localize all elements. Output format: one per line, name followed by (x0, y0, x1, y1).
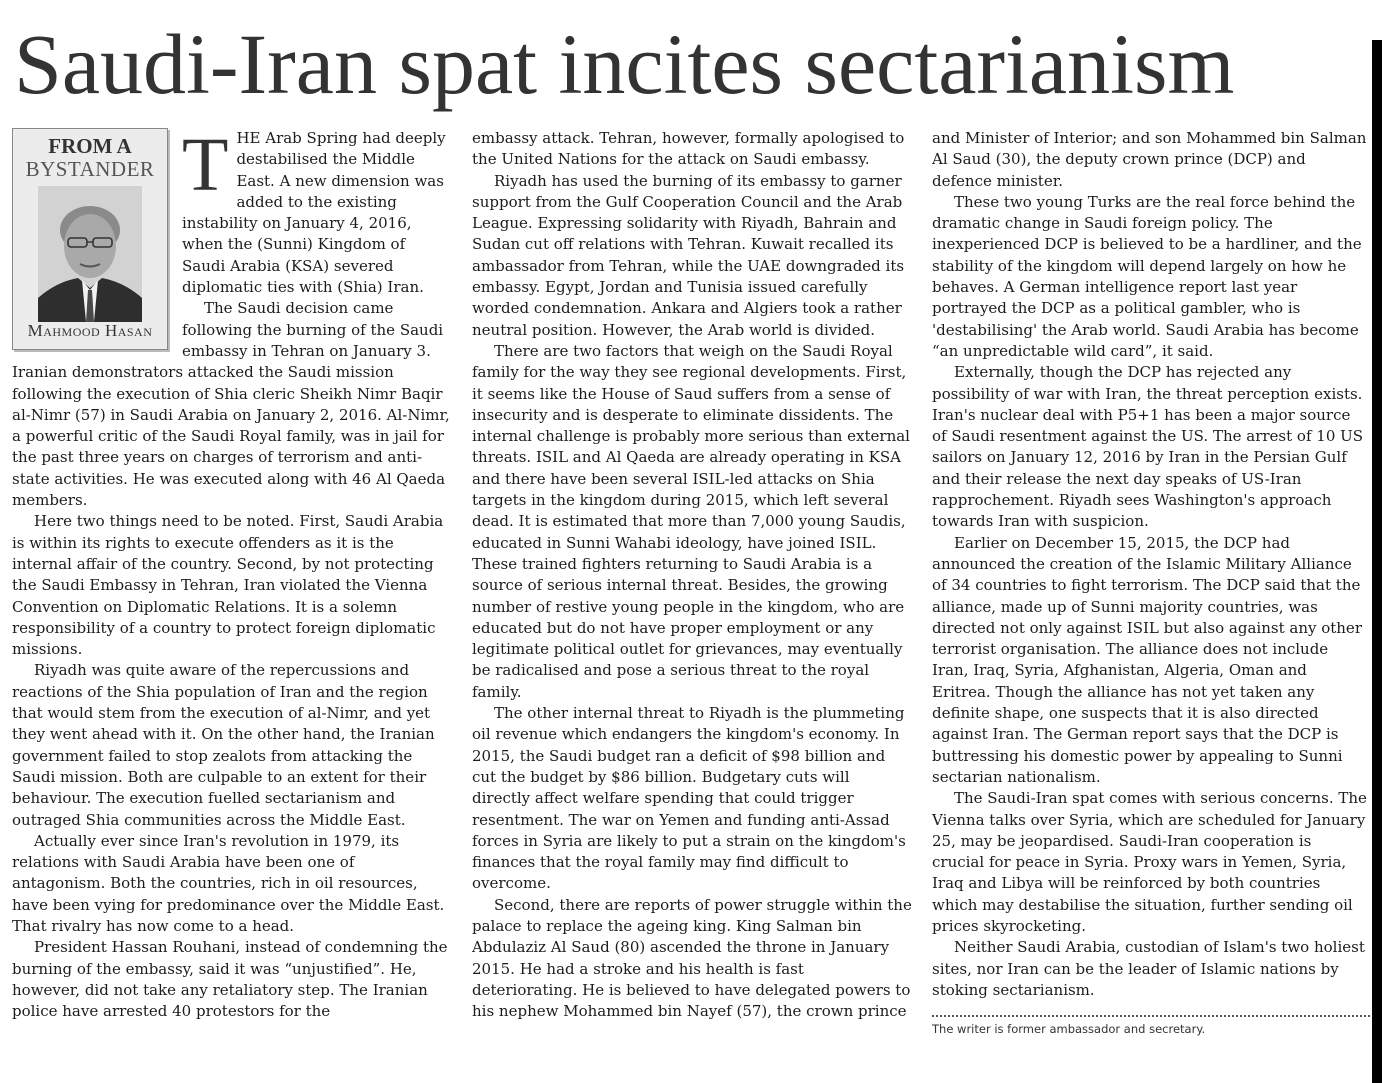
paragraph: HE Arab Spring had deeply destabilised the Middle East. A new dimension was added to the existing instability on January 4, 2016, when the (Sunni) Kingdom of Saudi Arabia (KSA) severed diplomatic ties with (Shia) Iran. (182, 129, 446, 297)
paragraph: The other internal threat to Riyadh is the plummeting oil revenue which endangers the kingdom's economy. In 2015, the Saudi budget ran a deficit of $98 billion and cut the budget by $86 billion. Budgetary cuts will directly affect welfare spending that could trigger resentment. The war on Yemen and funding anti-Assad forces in Syria are likely to put a strain on the kingdom's finances that the royal family may find difficult to overcome. (472, 704, 906, 893)
author-portrait (38, 186, 142, 322)
paragraph: embassy attack. Tehran, however, formally apologised to the United Nations for the attack on Saudi embassy. (472, 129, 905, 169)
paragraph: Earlier on December 15, 2015, the DCP had announced the creation of the Islamic Military Alliance of 34 countries to fight terrorism. The DCP said that the alliance, made up of Sunni majority countries, was directed not only against ISIL but also against any other terrorist organisation. The alliance does not include Iran, Iraq, Syria, Afghanistan, Algeria, Oman and Eritrea. Though the alliance has not yet taken any definite shape, one suspects that it is also directed against Iran. The German report says that the DCP is buttressing his domestic power by appealing to Sunni sectarian nationalism. (932, 533, 1362, 786)
paragraph: Riyadh has used the burning of its embassy to garner support from the Gulf Cooperation Council and the Arab League. Expressing solidarity with Riyadh, Bahrain and Sudan cut off relations with Tehran. Kuwait recalled its ambassador from Tehran, while the UAE downgraded its embassy. Egypt, Jordan and Tunisia issued carefully worded condemnation. Ankara and Algiers took a rather neutral position. However, the Arab world is divided. (472, 171, 905, 339)
paragraph: Riyadh was quite aware of the repercussions and reactions of the Shia population of Iran and the region that would stem from the execution of al-Nimr, and yet they went ahead with it. On the other hand, the Iranian government failed to stop zealots from attacking the Saudi mission. Both are culpable to an extent for their behaviour. The execution fuelled sectarianism and outraged Shia communities across the Middle East. (12, 661, 435, 829)
column-label-line1: FROM A (48, 134, 132, 158)
dotted-rule (932, 1015, 1370, 1017)
headline: Saudi-Iran spat incites sectarianism (14, 16, 1235, 112)
column-label (13, 135, 167, 181)
writer-footnote: The writer is former ambassador and secretary. (932, 1022, 1206, 1036)
paragraph: Externally, though the DCP has rejected any possibility of war with Iran, the threat perception exists. Iran's nuclear deal with P5+1 has been a major source of Saudi resentment against the US. The arrest of 10 US sailors on January 12, 2016 by Iran in the Persian Gulf and their release the next day speaks of US-Iran rapprochement. Riyadh sees Washington's approach towards Iran with suspicion. (932, 363, 1364, 531)
paragraph: Here two things need to be noted. First, Saudi Arabia is within its rights to execute offenders as it is the internal affair of the country. Second, by not protecting the Saudi Embassy in Tehran, Iran violated the Vienna Convention on Diplomatic Relations. It is a solemn responsibility of a country to protect foreign diplomatic missions. (12, 512, 444, 659)
edge-bar (1372, 40, 1382, 1083)
paragraph: Second, there are reports of power struggle within the palace to replace the ageing king. King Salman bin Abdulaziz Al Saud (80) ascended the throne in January 2015. He had a stroke and his health is fast deteriorating. He is believed to have delegated powers to his nephew Mohammed bin Nayef (57), the crown prince (472, 895, 912, 1021)
paragraph: There are two factors that weigh on the Saudi Royal family for the way they see regional developments. First, it seems like the House of Saud suffers from a sense of insecurity and is desperate to eliminate dissidents. The internal challenge is probably more serious than external threats. ISIL and Al Qaeda are already operating in KSA and there have been several ISIL-led attacks on Shia targets in the kingdom during 2015, which left several dead. It is estimated that more than 7,000 young Saudis, educated in Sunni Wahabi ideology, have joined ISIL. These trained fighters returning to Saudi Arabia is a source of serious internal threat. Besides, the growing number of restive young people in the kingdom, who are educated but do not have proper employment or any legitimate political outlet for grievances, may eventually be radicalised and pose a serious threat to the royal family. (472, 341, 910, 701)
paragraph: These two young Turks are the real force behind the dramatic change in Saudi foreign policy. The inexperienced DCP is believed to be a hardliner, and the stability of the kingdom will depend largely on how he behaves. A German intelligence report last year portrayed the DCP as a political gambler, who is 'destabilising' the Arab world. Saudi Arabia has become “an unpredictable wild card”, it said. (932, 192, 1362, 360)
article-column-2 (472, 128, 912, 1040)
paragraph: The Saudi-Iran spat comes with serious concerns. The Vienna talks over Syria, which are scheduled for January 25, may be jeopardised. Saudi-Iran cooperation is crucial for peace in Syria. Proxy wars in Yemen, Syria, Iraq and Libya will be reinforced by both countries which may destabilise the situation, further sending oil prices skyrocketing. (932, 789, 1367, 935)
article-column-1 (12, 123, 452, 1040)
column-label-line2: BYSTANDER (25, 157, 155, 181)
paragraph: Actually ever since Iran's revolution in 1979, its relations with Saudi Arabia have been one of antagonism. Both the countries, rich in oil resources, have been vying for predominance over the Middle East. That rivalry has now come to a head. (12, 831, 445, 935)
author-portrait-image (38, 186, 142, 322)
paragraph: President Hassan Rouhani, instead of condemning the burning of the embassy, said it was “unjustified”. He, however, did not take any retaliatory step. The Iranian police have arrested 40 protestors for the (12, 938, 448, 1021)
drop-cap: T (182, 123, 229, 207)
paragraph: The Saudi decision came following the burning of the Saudi embassy in Tehran on January 3. Iranian demonstrators attacked the Saudi mission following the execution of Shia cleric Sheikh Nimr Baqir al-Nimr (57) in Saudi Arabia on January 2, 2016. Al-Nimr, a powerful critic of the Saudi Royal family, was in jail for the past three years on charges of terrorism and anti-state activities. He was executed along with 46 Al Qaeda members. (12, 299, 450, 510)
paragraph: Neither Saudi Arabia, custodian of Islam's two holiest sites, nor Iran can be the leader of Islamic nations by stoking sectarianism. (932, 938, 1365, 999)
article-column-3 (932, 128, 1368, 1008)
paragraph: and Minister of Interior; and son Mohammed bin Salman Al Saud (30), the deputy crown prince (DCP) and defence minister. (932, 129, 1367, 190)
author-name: Mahmood Hasan (27, 320, 153, 340)
column-byline-box (12, 128, 168, 350)
